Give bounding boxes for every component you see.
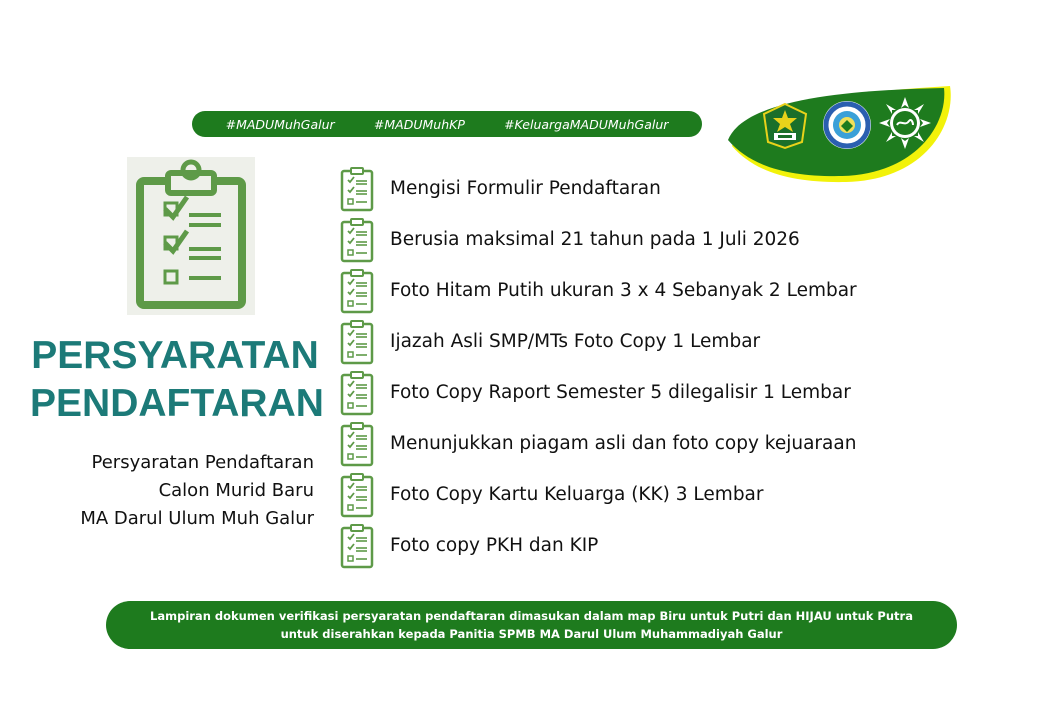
clipboard-icon [340, 472, 374, 518]
hashtag-2[interactable]: #MADUMuhKP [373, 116, 465, 132]
school-emblem-logo [822, 100, 872, 150]
clipboard-checklist-illustration [127, 157, 255, 315]
requirement-text: Ijazah Asli SMP/MTs Foto Copy 1 Lembar [390, 331, 761, 352]
footer-line-2: untuk diserahkan kepada Panitia SPMB MA Darul Ulum Muhammadiyah Galur [280, 627, 783, 641]
title-line-2: PENDAFTARAN [30, 382, 324, 425]
requirement-text: Mengisi Formulir Pendaftaran [390, 178, 661, 199]
requirement-text: Menunjukkan piagam asli dan foto copy kejuaraan [390, 433, 857, 454]
requirement-text: Berusia maksimal 21 tahun pada 1 Juli 2026 [390, 229, 800, 250]
list-item [340, 166, 960, 217]
subtitle-line-1: Persyaratan Pendaftaran [91, 452, 314, 473]
requirement-text: Foto Copy Raport Semester 5 dilegalisir 1 Lembar [390, 382, 851, 403]
clipboard-icon [340, 523, 374, 569]
muhammadiyah-logo [878, 96, 932, 150]
requirement-text: Foto Copy Kartu Keluarga (KK) 3 Lembar [390, 484, 764, 505]
clipboard-icon [340, 166, 374, 212]
hashtag-3[interactable]: #KeluargaMADUMuhGalur [504, 116, 669, 132]
list-item [340, 217, 960, 268]
clipboard-icon [340, 217, 374, 263]
hashtag-1[interactable]: #MADUMuhGalur [225, 116, 335, 132]
clipboard-icon [340, 421, 374, 467]
subtitle [0, 449, 314, 533]
page-title [30, 332, 324, 428]
list-item [340, 421, 960, 472]
list-item [340, 472, 960, 523]
kemenag-logo [762, 102, 808, 150]
list-item [340, 268, 960, 319]
title-line-1: PERSYARATAN [31, 334, 319, 377]
subtitle-line-2: Calon Murid Baru [158, 480, 314, 501]
requirement-text: Foto copy PKH dan KIP [390, 535, 599, 556]
hashtag-bar [192, 111, 702, 137]
clipboard-icon [340, 370, 374, 416]
clipboard-icon [340, 268, 374, 314]
list-item [340, 319, 960, 370]
footer-note [106, 601, 957, 649]
requirements-list [340, 166, 960, 574]
list-item [340, 523, 960, 574]
requirement-text: Foto Hitam Putih ukuran 3 x 4 Sebanyak 2 Lembar [390, 280, 857, 301]
list-item [340, 370, 960, 421]
subtitle-line-3: MA Darul Ulum Muh Galur [80, 508, 314, 529]
clipboard-checklist-icon [127, 157, 255, 315]
clipboard-icon [340, 319, 374, 365]
footer-line-1: Lampiran dokumen verifikasi persyaratan pendaftaran dimasukan dalam map Biru untuk Putri dan HIJAU untuk Putra [150, 609, 913, 623]
